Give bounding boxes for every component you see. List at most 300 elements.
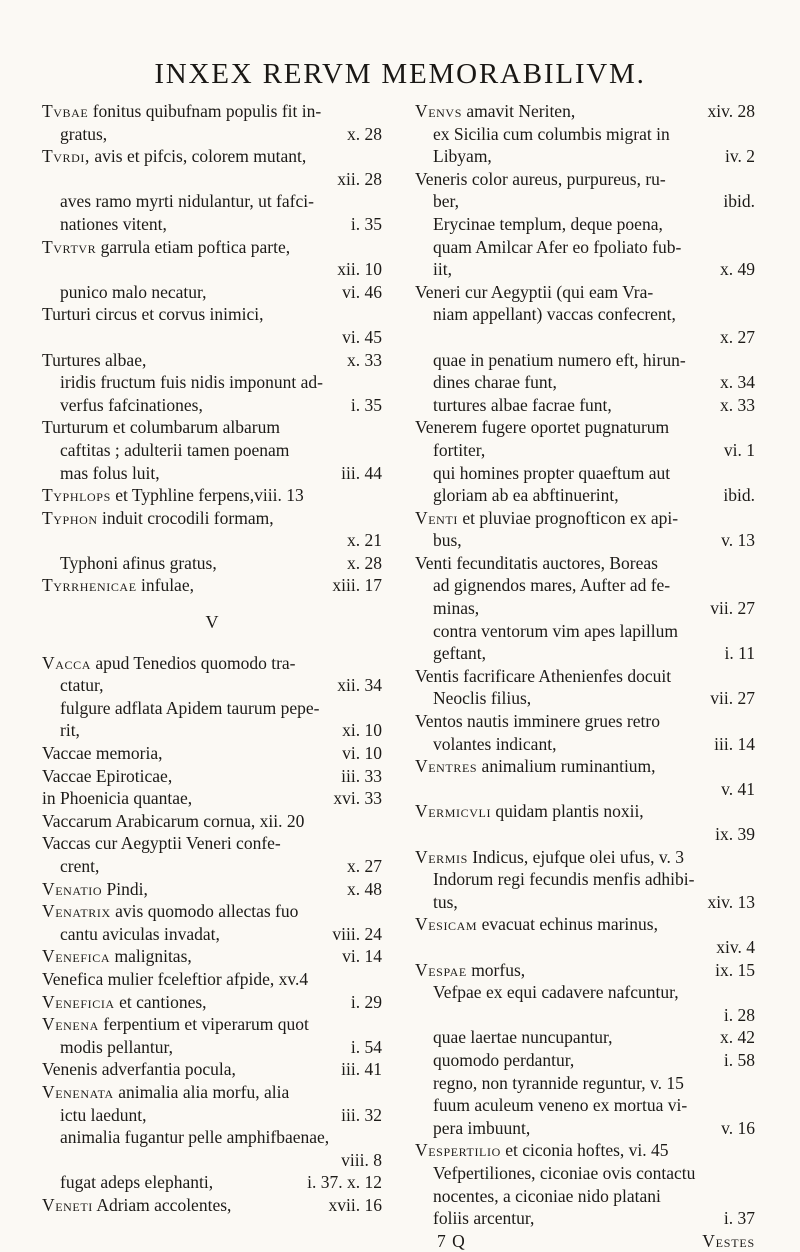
page-footer bbox=[415, 1230, 755, 1252]
entry-text-body: et pluviae prognofticon ex api- bbox=[462, 507, 679, 528]
entry-text-body: Vaccae memoria, bbox=[42, 743, 163, 764]
entry-text bbox=[42, 832, 281, 855]
entry-text-body: Venti fecunditatis auctores, Boreas bbox=[415, 552, 658, 573]
entry-text-body: quomodo perdantur, bbox=[433, 1049, 575, 1070]
entry-line bbox=[42, 923, 382, 946]
entry-line bbox=[42, 123, 382, 146]
entry-text bbox=[433, 529, 462, 552]
entry-line bbox=[415, 846, 755, 869]
entry-text-body: avis quomodo allectas fuo bbox=[115, 901, 299, 922]
page-reference: v. 16 bbox=[721, 1117, 755, 1138]
entry-line bbox=[42, 462, 382, 485]
entry-text-body: malignitas, bbox=[114, 946, 192, 967]
entry-text-body: Venenis adverfantia pocula, bbox=[42, 1059, 236, 1080]
entry-line bbox=[415, 574, 755, 597]
entry-text bbox=[415, 1139, 669, 1162]
entry-line bbox=[415, 1185, 755, 1208]
entry-line bbox=[42, 529, 382, 552]
entry-text-body: bus, bbox=[433, 530, 462, 551]
index-entry bbox=[42, 484, 382, 507]
entry-text-body: ferpentium et viperarum quot bbox=[103, 1014, 309, 1035]
entry-text bbox=[337, 169, 382, 189]
headword: Vacca bbox=[42, 652, 91, 673]
entry-text bbox=[60, 394, 203, 417]
entry-line bbox=[42, 855, 382, 878]
entry-text-body: v. 41 bbox=[721, 778, 755, 799]
entry-text-body: animalia fugantur pelle amphifbaenae, bbox=[60, 1127, 330, 1148]
entry-text-body: nationes vitent, bbox=[60, 213, 167, 234]
headword: Vermis bbox=[415, 846, 468, 867]
entry-line bbox=[42, 787, 382, 810]
entry-line bbox=[42, 371, 382, 394]
entry-text-body: x. 27 bbox=[720, 326, 755, 347]
headword: Venena bbox=[42, 1014, 99, 1035]
entry-text bbox=[42, 968, 308, 991]
entry-text bbox=[347, 530, 382, 550]
entry-line bbox=[42, 552, 382, 575]
entry-text-body: turtures albae facrae funt, bbox=[433, 394, 612, 415]
page-reference: x. 34 bbox=[720, 372, 755, 393]
page-reference: ibid. bbox=[723, 485, 755, 506]
entry-line bbox=[415, 236, 755, 259]
page-reference: xi. 10 bbox=[342, 720, 382, 741]
entry-line bbox=[42, 213, 382, 236]
entry-line bbox=[415, 371, 755, 394]
entry-line bbox=[42, 1149, 382, 1172]
entry-line bbox=[415, 439, 755, 462]
entry-text-body: in Phoenicia quantae, bbox=[42, 788, 193, 809]
entry-line bbox=[415, 213, 755, 236]
entry-line bbox=[42, 765, 382, 788]
entry-text bbox=[42, 145, 306, 168]
entry-text bbox=[433, 462, 670, 485]
entry-text bbox=[42, 991, 207, 1014]
entry-text-body: Indorum regi fecundis menfis adhibi- bbox=[433, 869, 695, 890]
page-reference: iii. 14 bbox=[714, 733, 755, 754]
headword: Tvbae bbox=[42, 101, 89, 121]
page-reference: x. 33 bbox=[720, 394, 755, 415]
page-reference: xiv. 28 bbox=[707, 101, 755, 121]
entry-text bbox=[42, 787, 192, 810]
entry-text bbox=[42, 1194, 231, 1217]
index-entry bbox=[42, 574, 382, 597]
entry-text bbox=[341, 1150, 382, 1170]
index-entry bbox=[42, 236, 382, 304]
entry-text-body: rit, bbox=[60, 720, 80, 741]
headword: Vesicam bbox=[415, 914, 478, 935]
entry-line bbox=[42, 1126, 382, 1149]
page-reference: vi. 14 bbox=[342, 946, 382, 967]
entry-line bbox=[415, 597, 755, 620]
page-reference: xii. 34 bbox=[337, 675, 382, 696]
entry-line bbox=[42, 145, 382, 168]
entry-text bbox=[433, 642, 486, 665]
entry-text bbox=[60, 1036, 173, 1059]
entry-line bbox=[42, 742, 382, 765]
entry-text-body: Neoclis filius, bbox=[433, 688, 532, 709]
entry-text bbox=[433, 1072, 684, 1095]
entry-text bbox=[60, 719, 80, 742]
entry-text-body: Vefpertiliones, ciconiae ovis contactu bbox=[433, 1162, 696, 1183]
page-reference: xiii. 17 bbox=[332, 575, 382, 596]
entry-line bbox=[42, 1104, 382, 1127]
entry-text-body: evacuat echinus marinus, bbox=[481, 914, 658, 935]
entry-line bbox=[42, 832, 382, 855]
entry-line bbox=[415, 326, 755, 349]
index-entry bbox=[42, 349, 382, 417]
entry-line bbox=[415, 665, 755, 688]
page-reference: v. 13 bbox=[721, 530, 755, 551]
entry-text bbox=[415, 100, 575, 123]
entry-line bbox=[415, 981, 755, 1004]
headword: Veneti bbox=[42, 1194, 93, 1215]
entry-line bbox=[415, 100, 755, 123]
entry-text bbox=[415, 846, 684, 869]
index-entry bbox=[42, 507, 382, 575]
index-entry bbox=[42, 878, 382, 1217]
entry-line bbox=[42, 1036, 382, 1059]
entry-text-body: apud Tenedios quomodo tra- bbox=[95, 652, 296, 673]
entry-text-body: ad gignendos mares, Aufter ad fe- bbox=[433, 575, 671, 596]
index-entry bbox=[42, 100, 382, 145]
entry-text-body: aves ramo myrti nidulantur, ut fafci- bbox=[60, 191, 314, 212]
entry-text bbox=[60, 123, 107, 146]
headword: Veneficia bbox=[42, 991, 115, 1012]
entry-text-body: et Typhline ferpens,viii. 13 bbox=[115, 485, 304, 506]
entry-text-body: iridis fructum fuis nidis imponunt ad- bbox=[60, 372, 323, 393]
entry-text-body: garrula etiam poftica parte, bbox=[100, 236, 291, 257]
entry-line bbox=[415, 755, 755, 778]
entry-text bbox=[42, 416, 280, 439]
entry-text bbox=[60, 281, 207, 304]
entry-line bbox=[42, 945, 382, 968]
entry-line bbox=[415, 1004, 755, 1027]
entry-text bbox=[415, 710, 660, 733]
entry-text bbox=[42, 1081, 289, 1104]
entry-text bbox=[60, 190, 314, 213]
entry-text bbox=[60, 371, 323, 394]
entry-line bbox=[42, 900, 382, 923]
entry-text-body: Ventos nautis imminere grues retro bbox=[415, 711, 660, 732]
page-reference: viii. 24 bbox=[332, 923, 382, 944]
entry-text-body: Libyam, bbox=[433, 146, 492, 167]
entry-text bbox=[433, 733, 556, 756]
catchword: Vestes bbox=[702, 1230, 755, 1251]
entry-text-body: regno, non tyrannide reguntur, v. 15 bbox=[433, 1072, 684, 1093]
page-reference: i. 37. x. 12 bbox=[307, 1172, 382, 1193]
headword: Vermicvli bbox=[415, 801, 492, 822]
entry-text bbox=[433, 1026, 613, 1049]
headword: Venatio bbox=[42, 878, 103, 899]
entry-text-body: animalium ruminantium, bbox=[481, 756, 656, 777]
entry-text-body: modis pellantur, bbox=[60, 1036, 174, 1057]
page-reference: iii. 44 bbox=[341, 462, 382, 483]
entry-line bbox=[415, 620, 755, 643]
entry-text bbox=[42, 1058, 236, 1081]
entry-line bbox=[42, 968, 382, 991]
entry-text-body: xii. 10 bbox=[337, 259, 382, 280]
entry-line bbox=[415, 913, 755, 936]
entry-text bbox=[60, 674, 104, 697]
entry-text bbox=[415, 800, 644, 823]
entry-text bbox=[433, 981, 679, 1004]
entry-text bbox=[42, 100, 321, 123]
entry-text bbox=[433, 620, 678, 643]
entry-text-body: ber, bbox=[433, 191, 460, 212]
entry-line bbox=[415, 529, 755, 552]
page-reference: x. 49 bbox=[720, 259, 755, 280]
headword: Vespae bbox=[415, 959, 467, 980]
page-reference: vi. 10 bbox=[342, 743, 382, 764]
entry-line bbox=[42, 878, 382, 901]
entry-text-body: xii. 28 bbox=[337, 168, 382, 189]
entry-text bbox=[415, 552, 658, 575]
entry-line bbox=[42, 326, 382, 349]
entry-text bbox=[433, 574, 670, 597]
page-reference: xvi. 33 bbox=[333, 788, 382, 809]
entry-text bbox=[42, 878, 148, 901]
entry-text bbox=[433, 236, 681, 259]
entry-line bbox=[42, 349, 382, 372]
entry-text bbox=[415, 281, 653, 304]
entry-text-body: caftitas ; adulterii tamen poenam bbox=[60, 439, 290, 460]
entry-line bbox=[415, 1026, 755, 1049]
entry-line bbox=[415, 800, 755, 823]
headword: Venti bbox=[415, 507, 458, 528]
entry-text bbox=[716, 937, 755, 957]
page-reference: i. 35 bbox=[350, 213, 382, 234]
entry-text bbox=[433, 145, 492, 168]
entry-line bbox=[42, 1171, 382, 1194]
entry-line bbox=[415, 642, 755, 665]
entry-text bbox=[433, 394, 612, 417]
entry-line bbox=[415, 936, 755, 959]
headword: Typhon bbox=[42, 507, 98, 528]
entry-line bbox=[42, 484, 382, 507]
page-reference: i. 35 bbox=[350, 394, 382, 415]
entry-text-body: vi. 45 bbox=[342, 326, 382, 347]
index-entry bbox=[42, 742, 382, 878]
entry-text bbox=[60, 697, 319, 720]
entry-text bbox=[342, 327, 382, 347]
entry-text-body: i. 28 bbox=[723, 1004, 755, 1025]
entry-text-body: fuum aculeum veneno ex mortua vi- bbox=[433, 1095, 688, 1116]
entry-text-body: Vefpae ex equi cadavere nafcuntur, bbox=[433, 982, 679, 1003]
page-reference: x. 48 bbox=[347, 878, 382, 899]
entry-text-body: Adriam accolentes, bbox=[96, 1194, 232, 1215]
entry-text-body: morfus, bbox=[471, 959, 526, 980]
entry-text-body: nocentes, a ciconiae nido platani bbox=[433, 1185, 661, 1206]
entry-text-body: contra ventorum vim apes lapillum bbox=[433, 620, 678, 641]
entry-text-body: quidam plantis noxii, bbox=[495, 801, 644, 822]
entry-text bbox=[415, 913, 658, 936]
entry-line bbox=[42, 394, 382, 417]
entry-text bbox=[415, 168, 666, 191]
page-reference: i. 54 bbox=[350, 1036, 382, 1057]
entry-line bbox=[415, 687, 755, 710]
entry-line bbox=[42, 1013, 382, 1036]
index-entry bbox=[42, 416, 382, 484]
entry-line bbox=[415, 394, 755, 417]
entry-line bbox=[415, 1094, 755, 1117]
entry-text bbox=[415, 665, 671, 688]
entry-line bbox=[415, 1072, 755, 1095]
page-reference: xiv. 13 bbox=[707, 891, 755, 912]
page-reference: xvii. 16 bbox=[328, 1194, 382, 1215]
entry-text bbox=[42, 574, 194, 597]
entry-line bbox=[415, 190, 755, 213]
entry-text bbox=[60, 552, 217, 575]
entry-line bbox=[42, 674, 382, 697]
entry-line bbox=[42, 258, 382, 281]
entry-line bbox=[415, 733, 755, 756]
entry-text bbox=[433, 1185, 661, 1208]
entry-text bbox=[433, 439, 485, 462]
entry-line bbox=[415, 462, 755, 485]
entry-line bbox=[415, 891, 755, 914]
entry-line bbox=[42, 574, 382, 597]
entry-line bbox=[415, 258, 755, 281]
index-entry bbox=[415, 507, 755, 756]
entry-text-body: Typhoni afinus gratus, bbox=[60, 552, 217, 573]
entry-text-body: viii. 8 bbox=[341, 1149, 382, 1170]
entry-line bbox=[415, 868, 755, 891]
headword: Typhlops bbox=[42, 485, 111, 506]
entry-text bbox=[433, 1117, 530, 1140]
index-entry bbox=[415, 1139, 755, 1229]
entry-text bbox=[721, 779, 755, 799]
entry-text bbox=[433, 190, 459, 213]
entry-line bbox=[415, 168, 755, 191]
page-reference: ibid. bbox=[723, 191, 755, 212]
entry-text bbox=[42, 765, 172, 788]
entry-text-body: niam appellant) vaccas confecrent, bbox=[433, 304, 676, 325]
entry-text-body: Venerem fugere oportet pugnaturum bbox=[415, 417, 670, 438]
entry-line bbox=[42, 991, 382, 1014]
entry-text bbox=[60, 1126, 329, 1149]
page-header: INXEX RERVM MEMORABILIVM. bbox=[154, 58, 646, 90]
entry-text-body: Erycinae templum, deque poena, bbox=[433, 213, 663, 234]
entry-text bbox=[433, 687, 531, 710]
entry-text bbox=[60, 213, 167, 236]
entry-text-body: Turturum et columbarum albarum bbox=[42, 417, 280, 438]
entry-text-body: verfus fafcinationes, bbox=[60, 394, 203, 415]
entry-text bbox=[433, 1049, 574, 1072]
entry-text bbox=[433, 303, 676, 326]
entry-text bbox=[42, 484, 304, 507]
entry-text bbox=[60, 462, 160, 485]
entry-text-body: quam Amilcar Afer eo fpoliato fub- bbox=[433, 236, 682, 257]
entry-text bbox=[42, 1013, 309, 1036]
headword: Tyrrhenicae bbox=[42, 575, 137, 596]
entry-line bbox=[415, 1049, 755, 1072]
entry-text-body: foliis arcentur, bbox=[433, 1208, 535, 1229]
signature-mark: 7 Q bbox=[437, 1230, 466, 1251]
entry-text-body: Vaccae Epiroticae, bbox=[42, 765, 173, 786]
entry-line bbox=[42, 697, 382, 720]
entry-text-body: Ventis facrificare Athenienfes docuit bbox=[415, 665, 672, 686]
entry-text bbox=[42, 810, 304, 833]
entry-text-body: ctatur, bbox=[60, 675, 104, 696]
entry-text-body: infulae, bbox=[141, 575, 194, 596]
entry-text bbox=[415, 416, 669, 439]
entry-text-body: gloriam ab ea abftinuerint, bbox=[433, 485, 619, 506]
entry-text bbox=[337, 259, 382, 279]
entry-line bbox=[415, 416, 755, 439]
entry-text bbox=[42, 236, 290, 259]
entry-text bbox=[720, 327, 755, 347]
entry-text bbox=[433, 349, 686, 372]
entry-text-body: quae laertae nuncupantur, bbox=[433, 1027, 613, 1048]
entry-text bbox=[433, 484, 619, 507]
entry-text-body: fulgure adflata Apidem taurum pepe- bbox=[60, 697, 320, 718]
entry-text-body: Turturi circus et corvus inimici, bbox=[42, 304, 264, 325]
entry-line bbox=[415, 303, 755, 326]
entry-line bbox=[42, 507, 382, 530]
entry-text bbox=[60, 439, 289, 462]
index-entry bbox=[42, 303, 382, 348]
entry-text-body: ictu laedunt, bbox=[60, 1104, 147, 1125]
entry-text-body: Veneris color aureus, purpureus, ru- bbox=[415, 168, 666, 189]
entry-line bbox=[42, 168, 382, 191]
page-reference: iv. 2 bbox=[725, 146, 755, 167]
entry-text-body: Vaccas cur Aegyptii Veneri confe- bbox=[42, 833, 281, 854]
entry-line bbox=[415, 710, 755, 733]
entry-line bbox=[42, 1194, 382, 1217]
headword: Venatrix bbox=[42, 901, 111, 922]
entry-text bbox=[42, 652, 296, 675]
entry-text-body: pera imbuunt, bbox=[433, 1117, 531, 1138]
index-entry bbox=[42, 652, 382, 742]
entry-text bbox=[60, 1171, 213, 1194]
entry-line bbox=[42, 236, 382, 259]
entry-text-body: ix. 39 bbox=[715, 824, 755, 844]
entry-line bbox=[42, 416, 382, 439]
page-reference: i. 11 bbox=[724, 643, 755, 664]
page-reference: iii. 41 bbox=[341, 1059, 382, 1080]
entry-text bbox=[42, 303, 263, 326]
entry-text-body: induit crocodili formam, bbox=[102, 507, 274, 528]
entry-text bbox=[433, 213, 663, 236]
entry-text-body: tus, bbox=[433, 891, 458, 912]
entry-line bbox=[42, 1081, 382, 1104]
page-reference: vi. 1 bbox=[723, 439, 755, 460]
entry-line bbox=[415, 1139, 755, 1162]
entry-text bbox=[433, 891, 458, 914]
entry-line bbox=[415, 959, 755, 982]
entry-text bbox=[42, 349, 146, 372]
page-reference: iii. 33 bbox=[341, 765, 382, 786]
page-reference: vii. 27 bbox=[710, 688, 755, 709]
entry-line bbox=[415, 1162, 755, 1185]
entry-text-body: et ciconia hoftes, vi. 45 bbox=[505, 1140, 669, 1161]
left-column bbox=[42, 100, 382, 1217]
entry-line bbox=[42, 190, 382, 213]
entry-text bbox=[433, 1162, 695, 1185]
entry-text bbox=[415, 507, 678, 530]
entry-line bbox=[42, 719, 382, 742]
entry-text bbox=[60, 923, 220, 946]
entry-text bbox=[433, 123, 670, 146]
entry-text-body: Turtures albae, bbox=[42, 349, 147, 370]
entry-text-body: punico malo necatur, bbox=[60, 281, 207, 302]
entry-text bbox=[60, 855, 99, 878]
page-reference: i. 29 bbox=[350, 991, 382, 1012]
page-reference: x. 28 bbox=[347, 552, 382, 573]
page-reference: iii. 32 bbox=[341, 1104, 382, 1125]
entry-text bbox=[433, 1094, 687, 1117]
entry-text-body: qui homines propter quaeftum aut bbox=[433, 462, 671, 483]
